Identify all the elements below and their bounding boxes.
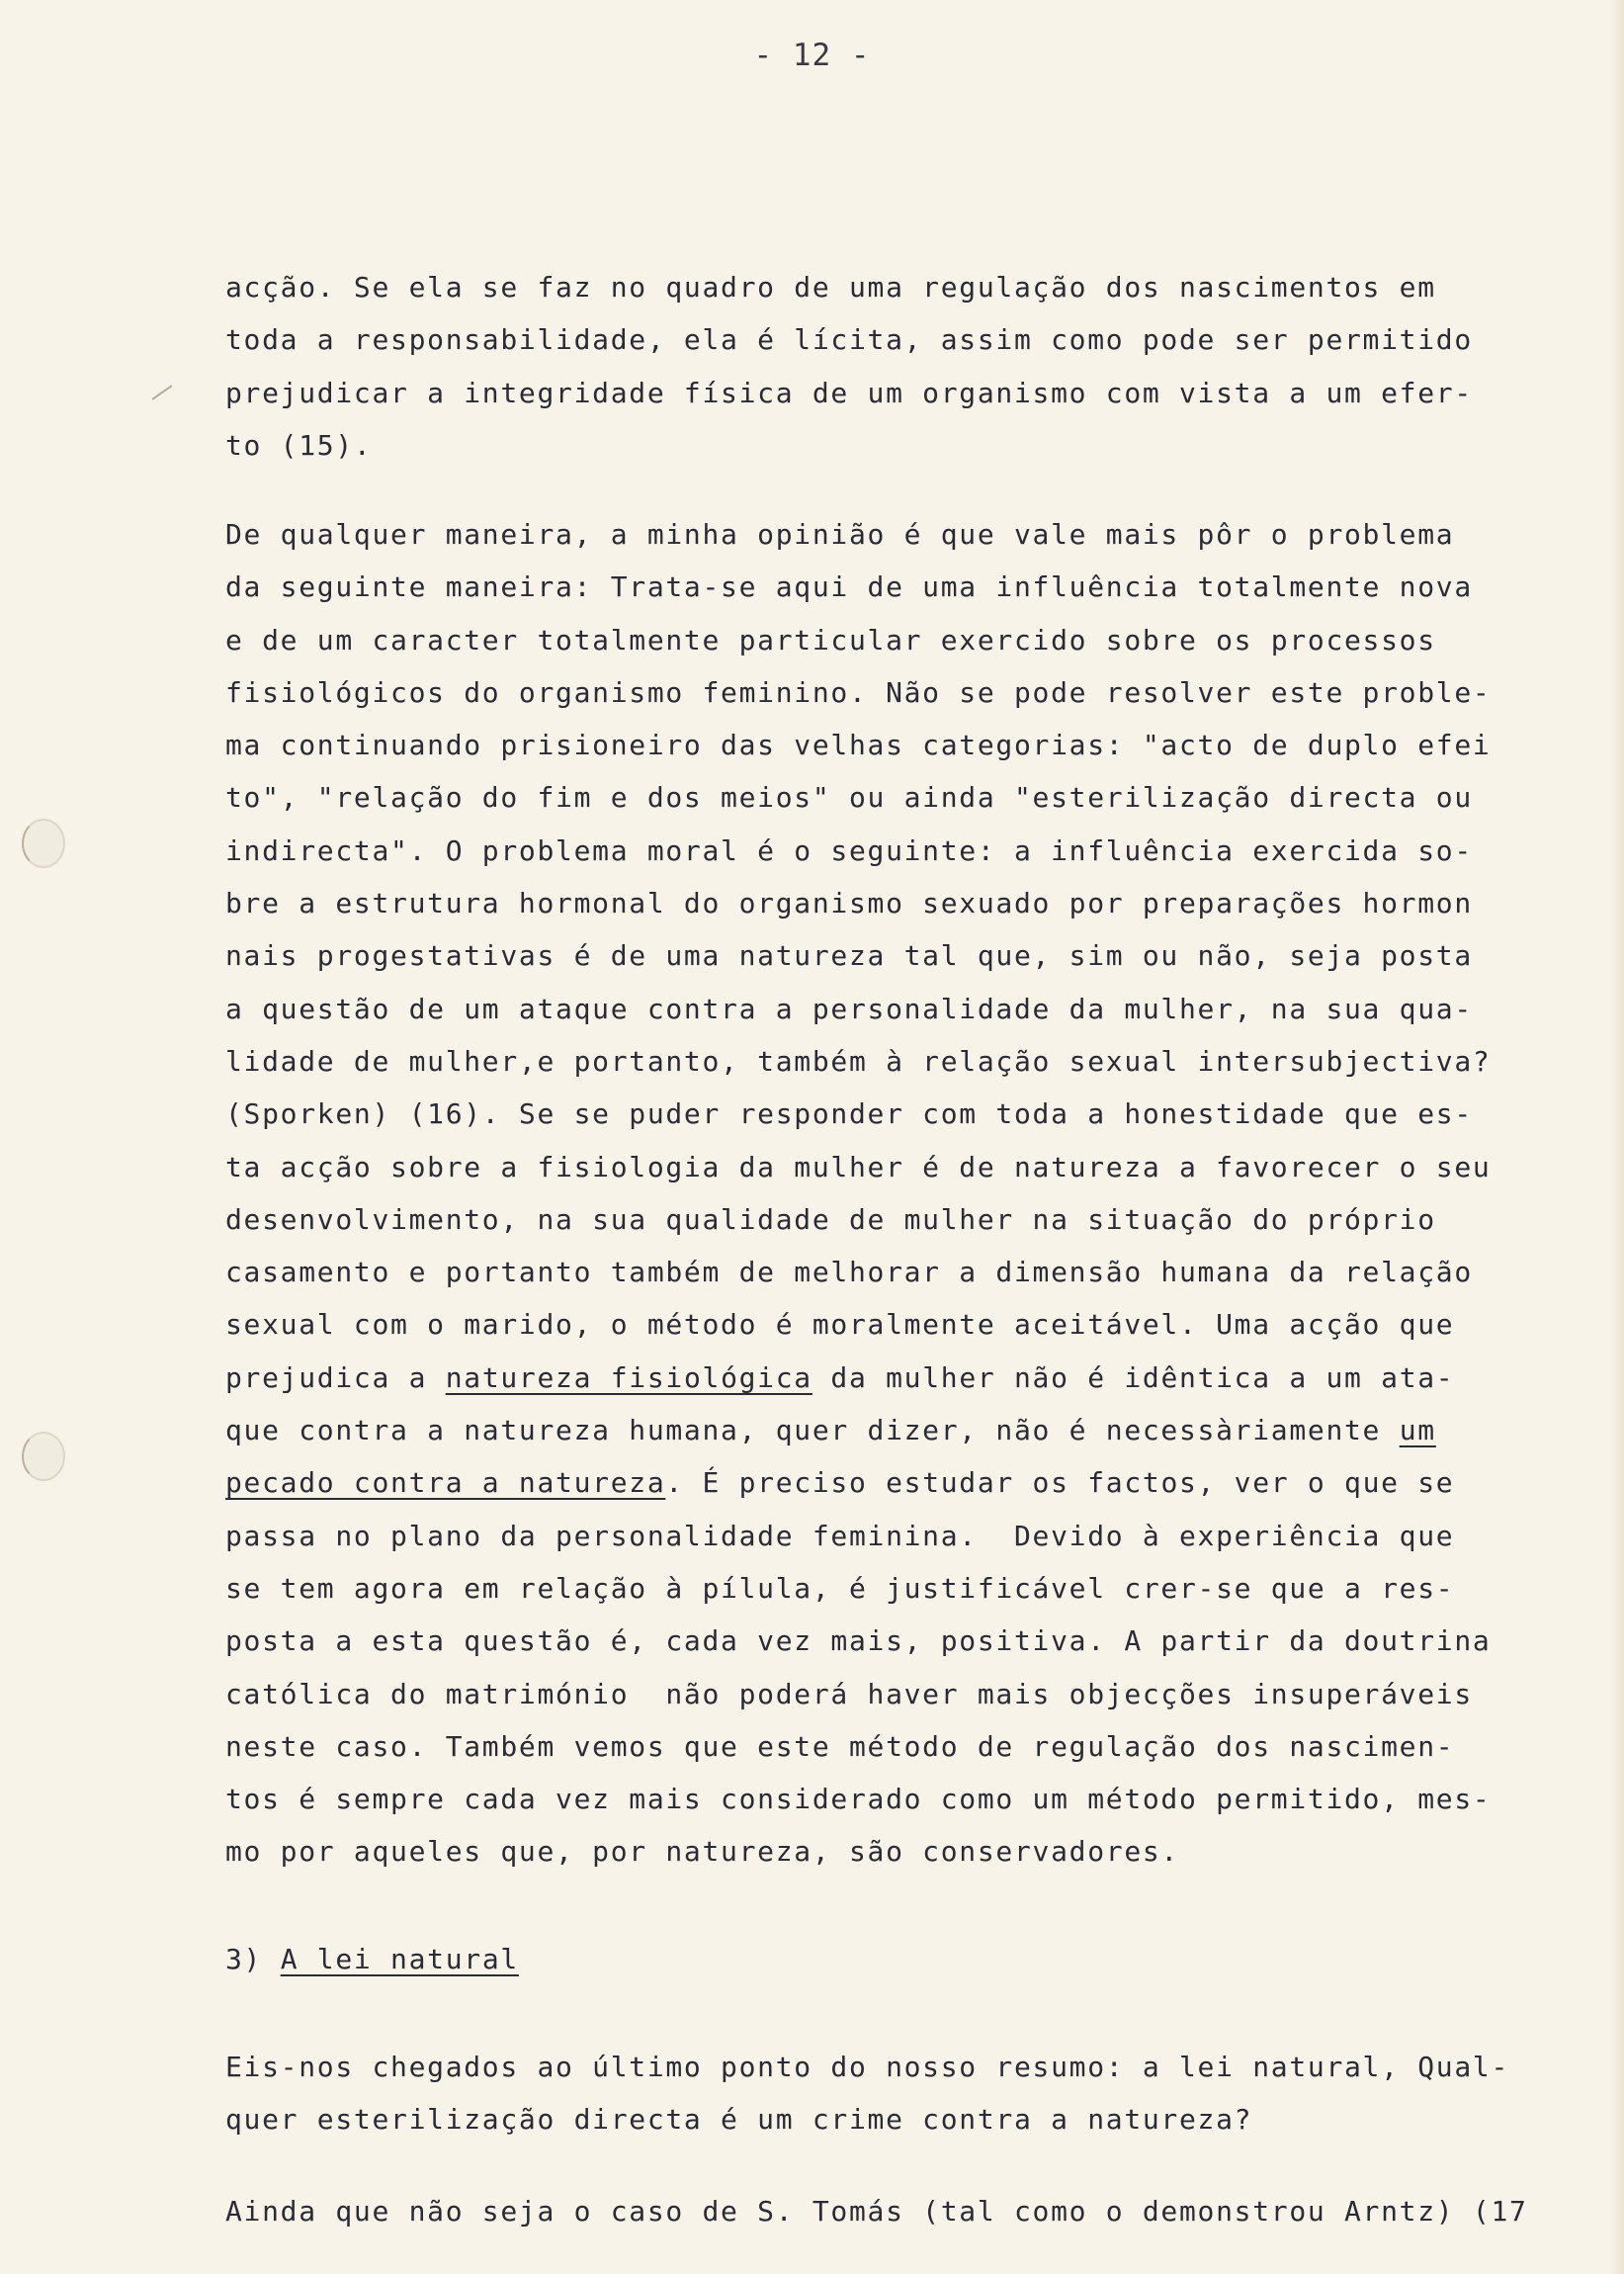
- text-line: ma continuando prisioneiro das velhas categorias: "acto de duplo efei: [225, 729, 1492, 762]
- text-line: bre a estrutura hormonal do organismo sexuado por preparações hormon: [225, 887, 1473, 920]
- text-line: da seguinte maneira: Trata-se aqui de uma influência totalmente nova: [225, 570, 1473, 604]
- text-line: e de um caracter totalmente particular exercido sobre os processos: [225, 623, 1436, 656]
- text-line-underline-1: [225, 1352, 1491, 1404]
- section-title: A lei natural: [280, 1943, 519, 1975]
- text-line: acção. Se ela se faz no quadro de uma regulação dos nascimentos em: [225, 271, 1436, 304]
- text-line: lidade de mulher,e portanto, também à relação sexual intersubjectiva?: [225, 1044, 1492, 1078]
- text-line: prejudicar a integridade física de um organismo com vista a um efer-: [225, 376, 1473, 409]
- text-line: mo por aqueles que, por natureza, são conservadores.: [225, 1835, 1179, 1869]
- page-number: - 12 -: [753, 38, 871, 73]
- paragraph-1: [225, 261, 1473, 472]
- text-line: to", "relação do fim e dos meios" ou ainda "esterilização directa ou: [225, 781, 1473, 815]
- underlined-phrase: pecado contra a natureza: [225, 1466, 666, 1500]
- text-line: fisiológicos do organismo feminino. Não se pode resolver este proble-: [225, 675, 1492, 709]
- text-line: Eis-nos chegados ao último ponto do nosso resumo: a lei natural, Qual-: [225, 2051, 1510, 2083]
- text-line: to (15).: [225, 428, 373, 462]
- text-line: se tem agora em relação à pílula, é justificável crer-se que a res-: [225, 1571, 1455, 1605]
- text-line: (Sporken) (16). Se se puder responder com toda a honestidade que es-: [225, 1097, 1473, 1131]
- text-line: neste caso. Também vemos que este método de regulação dos nascimen-: [225, 1729, 1455, 1763]
- text-fragment: prejudica a: [225, 1360, 446, 1394]
- text-line: posta a esta questão é, cada vez mais, positiva. A partir da doutrina: [225, 1624, 1492, 1658]
- punch-hole-lower: [22, 1432, 65, 1481]
- text-line: nais progestativas é de uma natureza tal que, sim ou não, seja posta: [225, 939, 1473, 973]
- underlined-phrase: um: [1399, 1414, 1436, 1447]
- text-line: a questão de um ataque contra a personalidade da mulher, na sua qua-: [225, 992, 1473, 1025]
- paragraph-3: [225, 2041, 1509, 2146]
- text-fragment: que contra a natureza humana, quer dizer, não é necessàriamente: [225, 1414, 1400, 1447]
- text-line: De qualquer maneira, a minha opinião é que vale mais pôr o problema: [225, 518, 1455, 551]
- underlined-phrase: natureza fisiológica: [445, 1360, 812, 1394]
- text-line: passa no plano da personalidade feminina. Devido à experiência que: [225, 1519, 1455, 1552]
- text-fragment: da mulher não é idêntica a um ata-: [812, 1360, 1455, 1394]
- paragraph-2: [225, 508, 1491, 1879]
- text-line-underline-3: [225, 1456, 1491, 1509]
- section-heading: [225, 1933, 519, 1985]
- text-line: católica do matrimónio não poderá haver mais objecções insuperáveis: [225, 1677, 1473, 1710]
- text-line: Ainda que não seja o caso de S. Tomás (tal como o demonstrou Arntz) (17: [225, 2195, 1528, 2228]
- text-line: ta acção sobre a fisiologia da mulher é de natureza a favorecer o seu: [225, 1150, 1492, 1183]
- punch-hole-upper: [22, 819, 65, 868]
- paragraph-4: [225, 2185, 1528, 2237]
- text-line-underline-2: [225, 1404, 1491, 1456]
- text-line: toda a responsabilidade, ela é lícita, assim como pode ser permitido: [225, 323, 1473, 357]
- text-line: sexual com o marido, o método é moralmente aceitável. Uma acção que: [225, 1308, 1455, 1342]
- section-number: 3): [225, 1943, 281, 1975]
- paper-edge-shadow: [1610, 0, 1624, 2274]
- text-fragment: . É preciso estudar os factos, ver o que se: [665, 1466, 1455, 1500]
- text-line: quer esterilização directa é um crime contra a natureza?: [225, 2103, 1253, 2137]
- margin-pencil-mark: [152, 385, 173, 399]
- text-line: tos é sempre cada vez mais considerado como um método permitido, mes-: [225, 1783, 1492, 1816]
- text-line: casamento e portanto também de melhorar a dimensão humana da relação: [225, 1256, 1473, 1289]
- text-line: desenvolvimento, na sua qualidade de mulher na situação do próprio: [225, 1202, 1436, 1236]
- text-line: indirecta". O problema moral é o seguinte: a influência exercida so-: [225, 833, 1473, 867]
